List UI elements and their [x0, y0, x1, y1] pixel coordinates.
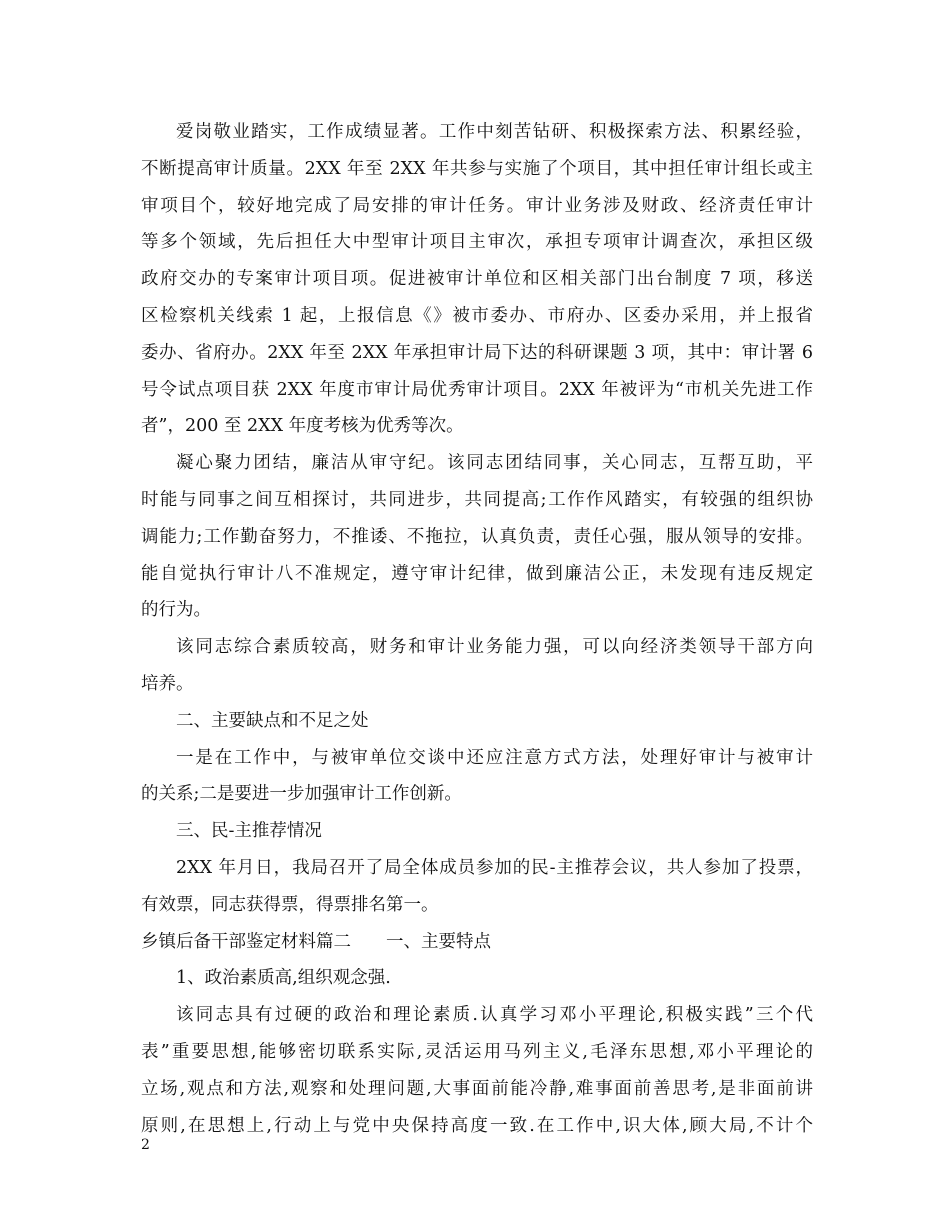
text-line: 者”，200 至 2XX 年度考核为优秀等次。	[141, 416, 464, 437]
text-line: 培养。	[141, 673, 194, 694]
text-line: 有效票，同志获得票，得票排名第一。	[141, 894, 439, 915]
text-line: 立场,观点和方法,观察和处理问题,大事面前能冷静,难事面前善思考,是非面前讲	[141, 1078, 813, 1099]
text-line: 该同志综合素质较高，财务和审计业务能力强，可以向经济类领导干部方向	[176, 637, 813, 658]
text-line: 该同志具有过硬的政治和理论素质.认真学习邓小平理论,积极实践”三个代	[176, 1005, 813, 1026]
text-line: 审项目个，较好地完成了局安排的审计任务。审计业务涉及财政、经济责任审计	[141, 195, 813, 216]
text-line: 的行为。	[141, 600, 211, 621]
text-line: 表”重要思想,能够密切联系实际,灵活运用马列主义,毛泽东思想,邓小平理论的	[141, 1041, 813, 1062]
text-line: 等多个领域，先后担任大中型审计项目主审次，承担专项审计调查次，承担区级	[141, 232, 813, 253]
text-line: 凝心聚力团结，廉洁从审守纪。该同志团结同事，关心同志，互帮互助，平	[176, 453, 813, 474]
text-line: 乡镇后备干部鉴定材料篇二 一、主要特点	[141, 931, 491, 952]
page-number: 2	[141, 1137, 150, 1153]
text-line: 时能与同事之间互相探讨，共同进步，共同提高;工作作风踏实，有较强的组织协	[141, 489, 813, 510]
text-line: 三、民-主推荐情况	[176, 821, 322, 842]
text-line: 号令试点项目获 2XX 年度市审计局优秀审计项目。2XX 年被评为“市机关先进工作	[141, 379, 813, 400]
document-body	[141, 114, 813, 1144]
text-line: 2XX 年月日，我局召开了局全体成员参加的民-主推荐会议，共人参加了投票，	[176, 857, 813, 878]
text-line: 的关系;二是要进一步加强审计工作创新。	[141, 784, 462, 805]
text-line: 一是在工作中，与被审单位交谈中还应注意方式方法，处理好审计与被审计	[176, 747, 813, 768]
text-line: 不断提高审计质量。2XX 年至 2XX 年共参与实施了个项目，其中担任审计组长或主	[141, 158, 813, 179]
text-line: 调能力;工作勤奋努力，不推诿、不拖拉，认真负责，责任心强，服从领导的安排。	[141, 526, 813, 547]
text-line: 区检察机关线索 1 起，上报信息《》被市委办、市府办、区委办采用，并上报省	[141, 305, 813, 326]
text-line: 爱岗敬业踏实，工作成绩显著。工作中刻苦钻研、积极探索方法、积累经验，	[176, 122, 813, 142]
text-line: 政府交办的专案审计项目项。促进被审计单位和区相关部门出台制度 7 项，移送	[141, 269, 813, 290]
text-line: 委办、省府办。2XX 年至 2XX 年承担审计局下达的科研课题 3 项，其中：审计署 6	[141, 342, 813, 363]
text-line: 二、主要缺点和不足之处	[176, 710, 369, 731]
text-line: 能自觉执行审计八不准规定，遵守审计纪律，做到廉洁公正，未发现有违反规定	[141, 563, 813, 584]
text-line: 1、政治素质高,组织观念强.	[176, 968, 391, 989]
text-line: 原则,在思想上,行动上与党中央保持高度一致.在工作中,识大体,顾大局,不计个	[141, 1115, 813, 1136]
